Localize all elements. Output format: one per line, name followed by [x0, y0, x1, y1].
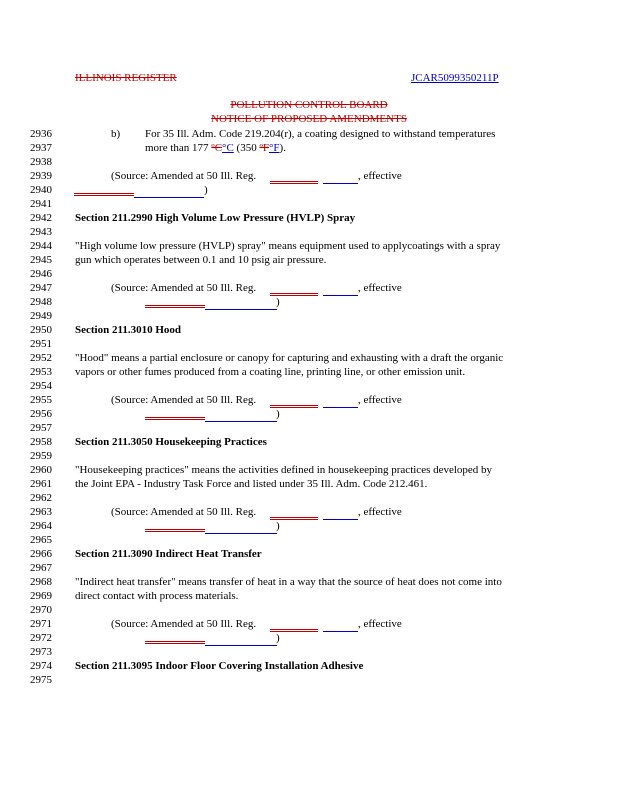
deleted-blank — [145, 643, 205, 644]
deleted-blank — [145, 307, 205, 308]
section-heading: Section 211.3095 Indoor Floor Covering Installation Adhesive — [75, 660, 364, 672]
line-number: 2972 — [30, 632, 52, 644]
line-number: 2955 — [30, 394, 52, 406]
line-number: 2970 — [30, 604, 52, 616]
inserted-blank — [134, 197, 204, 198]
line-number: 2971 — [30, 618, 52, 630]
line-number: 2947 — [30, 282, 52, 294]
line-number: 2949 — [30, 310, 52, 322]
line-number: 2962 — [30, 492, 52, 504]
section-heading: Section 211.3090 Indirect Heat Transfer — [75, 548, 262, 560]
definition-line: vapors or other fumes produced from a coating line, printing line, or other emission unit. — [75, 366, 466, 378]
inserted-blank — [205, 309, 277, 310]
line-number: 2946 — [30, 268, 52, 280]
deleted-blank — [145, 641, 205, 642]
source-note: (Source: Amended at 50 Ill. Reg. — [111, 506, 257, 518]
deleted-blank — [145, 419, 205, 420]
line-number: 2966 — [30, 548, 52, 560]
line-number: 2961 — [30, 478, 52, 490]
line-number: 2945 — [30, 254, 52, 266]
deleted-blank — [74, 193, 134, 194]
inserted-blank — [323, 407, 358, 408]
section-heading: Section 211.3010 Hood — [75, 324, 182, 336]
effective-label: , effective — [358, 282, 402, 294]
definition-line: "Hood" means a partial enclosure or canopy for capturing and exhausting with a draft the organic — [75, 352, 504, 364]
line-number: 2963 — [30, 506, 52, 518]
line-number: 2948 — [30, 296, 52, 308]
line-number: 2959 — [30, 450, 52, 462]
line-number: 2951 — [30, 338, 52, 350]
section-heading: Section 211.3050 Housekeeping Practices — [75, 436, 267, 448]
source-note: (Source: Amended at 50 Ill. Reg. — [111, 394, 257, 406]
close-paren: ) — [276, 296, 280, 308]
definition-line: gun which operates between 0.1 and 10 psig air pressure. — [75, 254, 327, 266]
effective-label: , effective — [358, 506, 402, 518]
line-number: 2957 — [30, 422, 52, 434]
definition-line: direct contact with process materials. — [75, 590, 239, 602]
line-number: 2958 — [30, 436, 52, 448]
line-number: 2953 — [30, 366, 52, 378]
line-number: 2942 — [30, 212, 52, 224]
close-paren: ) — [276, 520, 280, 532]
board-title: POLLUTION CONTROL BOARD — [230, 99, 388, 111]
effective-label: , effective — [358, 394, 402, 406]
line-number: 2956 — [30, 408, 52, 420]
deleted-blank — [270, 183, 318, 184]
jcar-code: JCAR5099350211P — [411, 72, 499, 84]
line-number: 2950 — [30, 324, 52, 336]
definition-line: the Joint EPA - Industry Task Force and listed under 35 Ill. Adm. Code 212.461. — [75, 478, 428, 490]
line-number: 2967 — [30, 562, 52, 574]
deleted-blank — [270, 517, 318, 518]
item-text-line2: more than 177 ºC°C (350 ºF°F). — [145, 142, 286, 154]
inserted-blank — [323, 295, 358, 296]
line-number: 2960 — [30, 464, 52, 476]
line-number: 2944 — [30, 240, 52, 252]
inserted-blank — [323, 183, 358, 184]
line-number: 2943 — [30, 226, 52, 238]
line-number: 2937 — [30, 142, 52, 154]
definition-line: "Indirect heat transfer" means transfer of heat in a way that the source of heat does not come into — [75, 576, 502, 588]
close-paren: ) — [276, 408, 280, 420]
line-number: 2936 — [30, 128, 52, 140]
inserted-blank — [323, 519, 358, 520]
definition-line: "High volume low pressure (HVLP) spray" means equipment used to applycoatings with a spray — [75, 240, 501, 252]
close-paren: ) — [276, 632, 280, 644]
register-header: ILLINOIS REGISTER — [75, 72, 177, 84]
inserted-blank — [323, 631, 358, 632]
deleted-blank — [145, 531, 205, 532]
inserted-blank — [205, 421, 277, 422]
deleted-blank — [270, 293, 318, 294]
inserted-blank — [205, 533, 277, 534]
notice-title: NOTICE OF PROPOSED AMENDMENTS — [211, 113, 407, 125]
item-label: b) — [111, 128, 121, 140]
line-number: 2973 — [30, 646, 52, 658]
line-number: 2974 — [30, 660, 52, 672]
section-heading: Section 211.2990 High Volume Low Pressure (HVLP) Spray — [75, 212, 356, 224]
inserted-blank — [205, 645, 277, 646]
line-number: 2952 — [30, 352, 52, 364]
source-note: (Source: Amended at 50 Ill. Reg. — [111, 170, 257, 182]
deleted-blank — [145, 529, 205, 530]
definition-line: "Housekeeping practices" means the activities defined in housekeeping practices developed by — [75, 464, 493, 476]
source-note: (Source: Amended at 50 Ill. Reg. — [111, 282, 257, 294]
item-text-line1: For 35 Ill. Adm. Code 219.204(r), a coating designed to withstand temperatures — [145, 128, 496, 140]
deleted-blank — [145, 417, 205, 418]
line-number: 2941 — [30, 198, 52, 210]
deleted-blank — [270, 181, 318, 182]
line-number: 2975 — [30, 674, 52, 686]
line-number: 2969 — [30, 590, 52, 602]
deleted-blank — [74, 195, 134, 196]
line-number: 2954 — [30, 380, 52, 392]
line-number: 2965 — [30, 534, 52, 546]
source-note: (Source: Amended at 50 Ill. Reg. — [111, 618, 257, 630]
line-number: 2938 — [30, 156, 52, 168]
effective-label: , effective — [358, 618, 402, 630]
line-number: 2968 — [30, 576, 52, 588]
close-paren: ) — [204, 184, 208, 196]
line-number: 2964 — [30, 520, 52, 532]
deleted-blank — [270, 629, 318, 630]
line-number: 2940 — [30, 184, 52, 196]
effective-label: , effective — [358, 170, 402, 182]
line-number: 2939 — [30, 170, 52, 182]
deleted-blank — [270, 405, 318, 406]
deleted-blank — [145, 305, 205, 306]
